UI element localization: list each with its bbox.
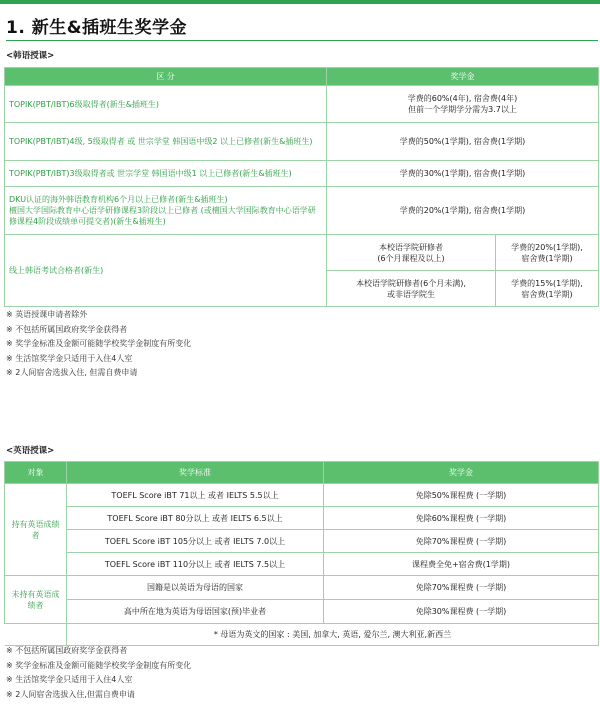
english-benefit-cell: 免除30%课程费 (一学期)	[324, 600, 599, 624]
english-criteria-cell: TOEFL Score iBT 110分以上 或者 IELTS 7.5以上	[67, 553, 324, 576]
note-item: ※ 奖学金标准及金额可能随学校奖学金制度有所变化	[6, 339, 192, 348]
table-row	[5, 553, 599, 576]
english-criteria-cell: TOEFL Score iBT 71以上 或者 IELTS 5.5以上	[67, 484, 324, 507]
english-footnote: * 母语为英文的国家 : 美国, 加拿大, 英语, 爱尔兰, 澳大利亚,新西兰	[67, 624, 599, 646]
title-divider	[6, 40, 598, 41]
korean-scholarship-table	[4, 67, 599, 307]
table-row	[5, 86, 599, 123]
korean-benefit-cell: 学费的60%(4年), 宿舍费(4年) 但前一个学期学分需为3.7以上	[327, 86, 599, 123]
korean-category-cell: TOPIK(PBT/IBT)3级取得者或 世宗学堂 韩国语中级1 以上已修者(新生&插班生)	[5, 161, 327, 187]
english-benefit-cell: 免除70%课程费 (一学期)	[324, 576, 599, 600]
top-accent-bar	[0, 0, 600, 4]
online-sub1-benefit: 学费的20%(1学期), 宿舍费(1学期)	[496, 235, 599, 271]
note-item: ※ 2人间宿舍选拔入住,但需自费申请	[6, 689, 135, 699]
english-benefit-cell: 免除60%课程费 (一学期)	[324, 507, 599, 530]
note-item: ※ 2人间宿舍选拔入住, 但需自费申请	[6, 368, 138, 377]
english-benefit-cell: 免除70%课程费 (一学期)	[324, 530, 599, 553]
note-item: ※ 不包括所属国政府奖学金获得者	[6, 646, 128, 655]
online-sub2-cell: 本校语学院研修者(6个月未满), 或非语学院生	[327, 271, 496, 307]
note-item: ※ 不包括所属国政府奖学金获得者	[6, 324, 128, 334]
table-row	[5, 123, 599, 161]
english-benefit-cell: 免除50%课程费 (一学期)	[324, 484, 599, 507]
english-notes	[6, 644, 191, 702]
korean-benefit-cell: 学费的20%(1学期), 宿舍费(1学期)	[327, 187, 599, 235]
online-sub1-cell: 本校语学院研修者 (6个月课程及以上)	[327, 235, 496, 271]
english-header-target: 对象	[5, 462, 67, 484]
korean-benefit-cell: 学费的30%(1学期), 宿舍费(1学期)	[327, 161, 599, 187]
note-item: ※ 生活馆奖学金只适用于入住4人室	[6, 675, 133, 684]
english-group-cell: 持有英语成绩者	[5, 484, 67, 576]
online-category-cell: 线上韩语考试合格者(新生)	[5, 235, 327, 307]
korean-header-category: 区 分	[5, 68, 327, 86]
note-item: ※ 生活馆奖学金只适用于入住4人室	[6, 353, 133, 363]
korean-category-cell: DKU认证的海外韩语教育机构6个月以上已修者(新生&插班生) 檀国大学国际教育中心语学研修课程3阶段以上已修者 (或檀国大学国际教育中心语学研修课程4阶段成绩单可提交者)(新生&插班生)	[5, 187, 327, 235]
english-header-criteria: 奖学标准	[67, 462, 324, 484]
table-row	[5, 624, 599, 646]
table-row	[5, 187, 599, 235]
korean-header-scholarship: 奖学金	[327, 68, 599, 86]
korean-section-label: <韩语授课>	[6, 51, 55, 61]
english-header-scholarship: 奖学金	[324, 462, 599, 484]
korean-category-cell: TOPIK(PBT/IBT)6级取得者(新生&插班生)	[5, 86, 327, 123]
table-row	[5, 507, 599, 530]
table-row	[5, 576, 599, 600]
english-criteria-cell: TOEFL Score iBT 80分以上 或者 IELTS 6.5以上	[67, 507, 324, 530]
english-criteria-cell: 高中所在地为英语为母语国家(预)毕业者	[67, 600, 324, 624]
table-row	[5, 530, 599, 553]
table-row	[5, 484, 599, 507]
english-criteria-cell: TOEFL Score iBT 105分以上 或者 IELTS 7.0以上	[67, 530, 324, 553]
english-scholarship-table	[4, 461, 599, 646]
table-row	[5, 161, 599, 187]
page-title: 1. 新生&插班生奖学金	[6, 18, 188, 38]
table-row	[5, 235, 599, 271]
korean-notes	[6, 308, 191, 381]
note-item: ※ 英语授课申请者除外	[6, 310, 88, 319]
korean-category-cell: TOPIK(PBT/IBT)4级, 5级取得者 或 世宗学堂 韩国语中级2 以上已修者(新生&插班生)	[5, 123, 327, 161]
table-row	[5, 600, 599, 624]
online-sub2-benefit: 学费的15%(1学期), 宿舍费(1学期)	[496, 271, 599, 307]
note-item: ※ 奖学金标准及金额可能随学校奖学金制度有所变化	[6, 660, 192, 670]
korean-benefit-cell: 学费的50%(1学期), 宿舍费(1学期)	[327, 123, 599, 161]
english-criteria-cell: 国籍是以英语为母语的国家	[67, 576, 324, 600]
english-group-cell: 未持有英语成绩者	[5, 576, 67, 624]
english-section-label: <英语授课>	[6, 446, 55, 456]
english-benefit-cell: 课程费全免+宿舍费(1学期)	[324, 553, 599, 576]
